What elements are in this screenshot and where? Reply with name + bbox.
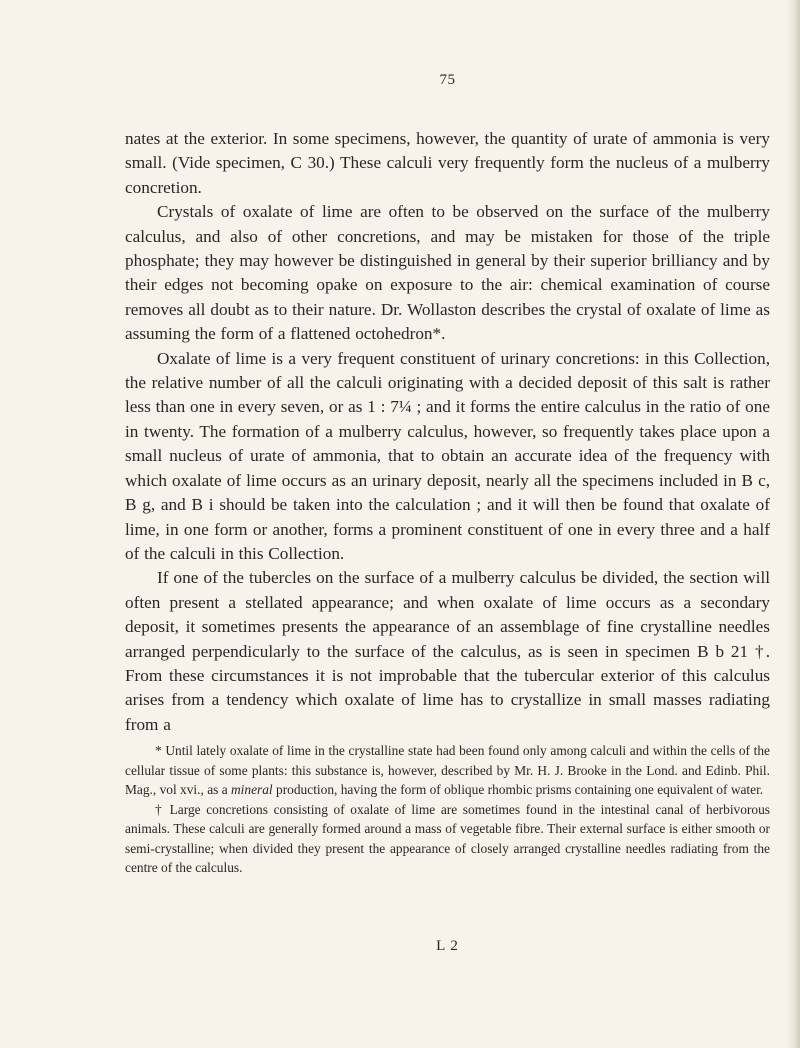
page-number: 75 [439, 72, 456, 88]
footnote-text: production, having the form of oblique rhombic prisms containing one equivalent of water. [272, 782, 764, 797]
signature-mark: L 2 [436, 938, 459, 954]
page-edge-shadow [786, 0, 800, 1048]
footnotes [125, 741, 770, 878]
paragraph: Crystals of oxalate of lime are often to be observed on the surface of the mulberry calculus, and also of other concretions, and may be mistaken for those of the triple phosphate; they may however be distinguished in general by their superior brilliancy and by their edges not becoming opake on exposure to the air: chemical examination of course removes all doubt as to their nature. Dr. Wollaston describes the crystal of oxalate of lime as assuming the form of a flattened octohedron*. [125, 202, 770, 344]
paragraph: Oxalate of lime is a very frequent constituent of urinary concretions: in this Collection, the relative number of all the calculi originating with a decided deposit of this salt is rather less than one in every seven, or as 1 : 7¼ ; and it forms the entire calculus in the ratio of one in twenty. The formation of a mulberry calculus, however, so frequently takes place upon a small nucleus of urate of ammonia, that to obtain an accurate idea of the frequency with which oxalate of lime occurs as an urinary deposit, nearly all the specimens included in B c, B g, and B i should be taken into the calculation ; and it will then be found that oxalate of lime, in one form or another, forms a prominent constituent of one in every three and a half of the calculi in this Collection. [125, 348, 770, 563]
paragraph: If one of the tubercles on the surface of a mulberry calculus be divided, the section will often present a stellated appearance; and when oxalate of lime occurs as a secondary deposit, it sometimes presents the appearance of an assemblage of fine crystalline needles arranged perpendicularly to the surface of the calculus, as is seen in specimen B b 21 †. From these circumstances it is not improbable that the tubercular exterior of this calculus arises from a tendency which oxalate of lime has to crystallize in small masses radiating from a [125, 568, 770, 734]
main-text [125, 127, 770, 737]
footnote-emphasis: mineral [231, 782, 273, 797]
paragraph: nates at the exterior. In some specimens, however, the quantity of urate of ammonia is very small. (Vide specimen, C 30.) These calculi very frequently form the nucleus of a mulberry concretion. [125, 129, 770, 197]
footnote-asterisk [125, 741, 770, 800]
footnote-dagger: † Large concretions consisting of oxalate of lime are sometimes found in the intestinal canal of herbivorous animals. These calculi are generally formed around a mass of vegetable fibre. Their external surface is either smooth or semi-crystalline; when divided they present the appearance of closely arranged crystalline needles radiating from the centre of the calculus. [125, 801, 770, 875]
footnote-text: * Until lately oxalate of lime in the crystalline state had been found only among calculi and within the cells of the cellular tissue of some plants: this substance is, however, described by Mr. H. J. Brooke in the Lond. and Edinb. Phil. Mag., vol xvi., as a [125, 743, 770, 797]
